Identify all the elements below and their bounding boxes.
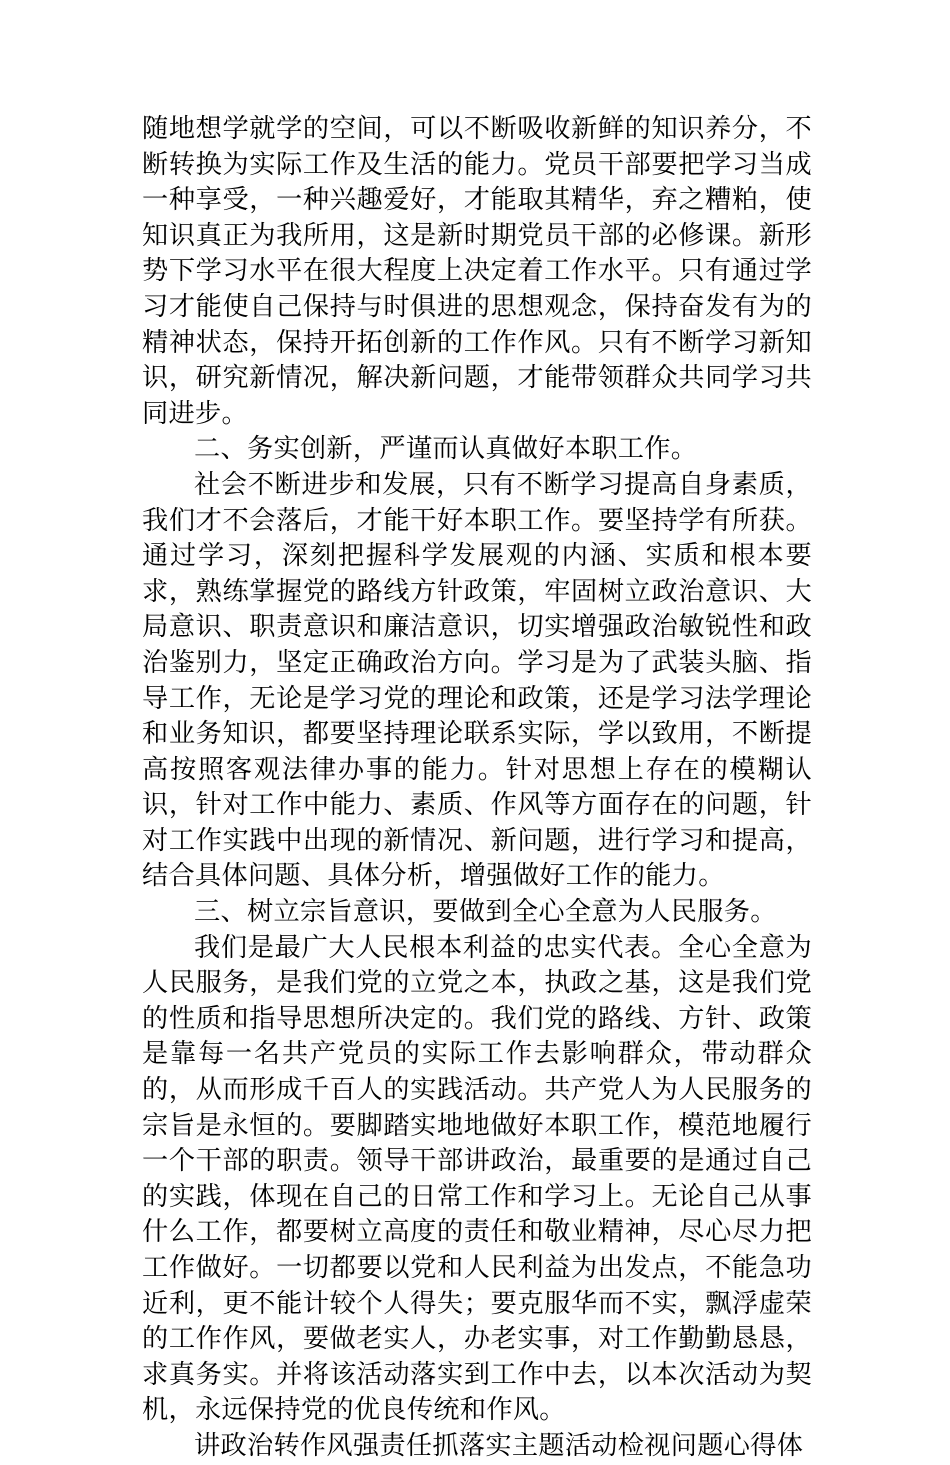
next-article-title: 讲政治转作风强责任抓落实主题活动检视问题心得体 [194,1430,804,1461]
paragraph-continuation: 随地想学就学的空间，可以不断吸收新鲜的知识养分，不断转换为实际工作及生活的能力。党员干部要把学习当成一种享受，一种兴趣爱好，才能取其精华，弃之糟粕，使知识真正为我所用，这是新时期党员干部的必修课。新形势下学习水平在很大程度上决定着工作水平。只有通过学习才能使自己保持与时俱进的思想观念，保持奋发有为的精神状态，保持开拓创新的工作作风。只有不断学习新知识，研究新情况，解决新问题，才能带领群众共同学习共同进步。 [142,114,812,429]
paragraph-section-3: 我们是最广大人民根本利益的忠实代表。全心全意为人民服务，是我们党的立党之本，执政之基，这是我们党的性质和指导思想所决定的。我们党的路线、方针、政策是靠每一名共产党员的实际工作去影响群众，带动群众的，从而形成千百人的实践活动。共产党人为人民服务的宗旨是永恒的。要脚踏实地地做好本职工作，模范地履行一个干部的职责。领导干部讲政治，最重要的是通过自己的实践，体现在自己的日常工作和学习上。无论自己从事什么工作，都要树立高度的责任和敬业精神，尽心尽力把工作做好。一切都要以党和人民利益为出发点，不能急功近利，更不能计较个人得失；要克服华而不实，飘浮虚荣的工作作风，要做老实人，办老实事，对工作勤勤恳恳，求真务实。并将该活动落实到工作中去，以本次活动为契机，永远保持党的优良传统和作风。 [142,932,812,1426]
section-heading-2: 二、务实创新，严谨而认真做好本职工作。 [194,434,698,465]
document-body [142,112,812,1465]
paragraph-section-2: 社会不断进步和发展，只有不断学习提高自身素质，我们才不会落后，才能干好本职工作。要坚持学有所获。通过学习，深刻把握科学发展观的内涵、实质和根本要求，熟练掌握党的路线方针政策，牢固树立政治意识、大局意识、职责意识和廉洁意识，切实增强政治敏锐性和政治鉴别力，坚定正确政治方向。学习是为了武装头脑、指导工作，无论是学习党的理论和政策，还是学习法学理论和业务知识，都要坚持理论联系实际，学以致用，不断提高按照客观法律办事的能力。针对思想上存在的模糊认识，针对工作中能力、素质、作风等方面存在的问题，针对工作实践中出现的新情况、新问题，进行学习和提高，结合具体问题、具体分析，增强做好工作的能力。 [142,469,812,892]
section-heading-3: 三、树立宗旨意识，要做到全心全意为人民服务。 [194,897,777,928]
